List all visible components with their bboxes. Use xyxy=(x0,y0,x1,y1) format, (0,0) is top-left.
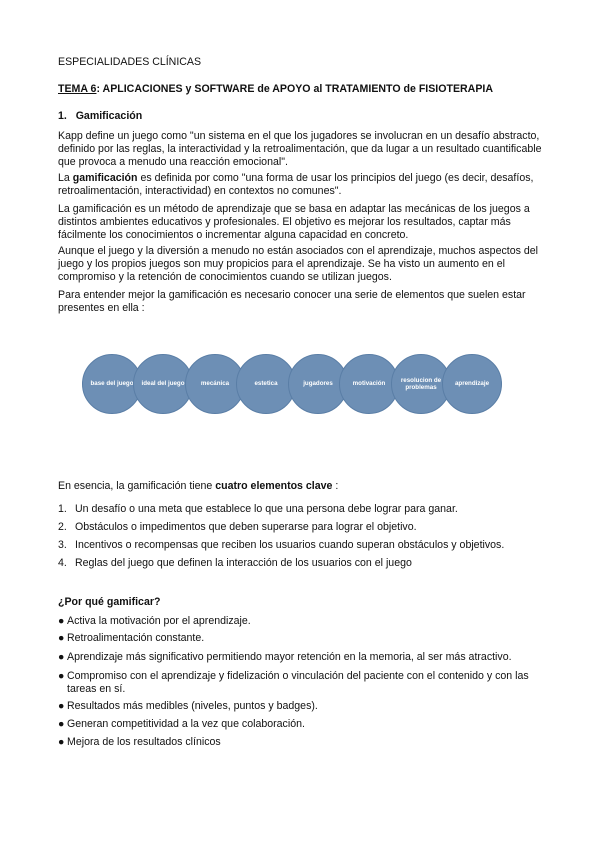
item-text: Un desafío o una meta que establece lo que una persona debe lograr para ganar. xyxy=(75,503,458,515)
bullet-icon: ● xyxy=(58,651,65,663)
key-elements-intro xyxy=(58,480,548,493)
section-title: Gamificación xyxy=(75,110,143,122)
paragraph-definition xyxy=(58,172,548,198)
bullet-text: Retroalimentación constante. xyxy=(67,632,205,644)
paragraph-method: La gamificación es un método de aprendizaje que se basa en adaptar las mecánicas de los juegos a distintos ambientes educativos y profesionales. El objetivo es mejorar los resultados, captar más fácilmente los conocimientos o incrementar alguna capacidad en concreto. xyxy=(58,203,530,241)
diagram-element: resolucion de problemas xyxy=(391,354,451,414)
item-number: 3. xyxy=(58,539,67,551)
bullet-text: Generan competitividad a la vez que colaboración. xyxy=(67,718,305,730)
bullet-text: Compromiso con el aprendizaje y fidelización o vinculación del paciente con el contenido y con las tareas en sí. xyxy=(67,670,529,695)
bullet-icon: ● xyxy=(58,736,65,748)
item-number: 4. xyxy=(58,557,67,569)
bullet-icon: ● xyxy=(58,718,65,730)
specialty-text: ESPECIALIDADES CLÍNICAS xyxy=(58,56,202,68)
bullet-icon: ● xyxy=(58,700,65,712)
item-text: Incentivos o recompensas que reciben los usuarios cuando superan obstáculos y objetivos. xyxy=(75,539,505,551)
tema-title: : APLICACIONES y SOFTWARE de APOYO al TRATAMIENTO de FISIOTERAPIA xyxy=(96,83,493,95)
bullet-icon: ● xyxy=(58,632,65,644)
paragraph-learning: Aunque el juego y la diversión a menudo no están asociados con el aprendizaje, muchos aspectos del juego y los propios juegos son muy propicios para el aprendizaje. Se ha visto un aumento en el compromiso y la retención de conocimientos cuando se utilizan juegos. xyxy=(58,245,538,283)
item-text: Reglas del juego que definen la interacción de los usuarios con el juego xyxy=(75,557,412,569)
item-text: Obstáculos o impedimentos que deben superarse para lograr el objetivo. xyxy=(75,521,417,533)
item-number: 2. xyxy=(58,521,67,533)
item-number: 1. xyxy=(58,503,67,515)
bullet-icon: ● xyxy=(58,670,65,682)
p2-pre: La xyxy=(58,172,73,184)
diagram-element: motivación xyxy=(339,354,399,414)
diagram-element: jugadores xyxy=(288,354,348,414)
bullet-icon: ● xyxy=(58,615,65,627)
paragraph-elements-intro: Para entender mejor la gamificación es necesario conocer una serie de elementos que suelen estar presentes en ella : xyxy=(58,289,526,314)
tema-heading xyxy=(58,83,548,96)
bullet-text: Resultados más medibles (niveles, puntos y badges). xyxy=(67,700,318,712)
p2-bold: gamificación xyxy=(72,172,138,184)
diagram-element: ideal del juego xyxy=(133,354,193,414)
intro-pre: En esencia, la gamificación tiene xyxy=(58,480,216,492)
intro-post: : xyxy=(332,480,339,492)
why-heading: ¿Por qué gamificar? xyxy=(58,596,161,608)
bullet-text: Aprendizaje más significativo permitiendo mayor retención en la memoria, al ser más atractivo. xyxy=(67,651,512,663)
specialty-heading xyxy=(58,56,548,69)
paragraph-kapp: Kapp define un juego como "un sistema en el que los jugadores se involucran en un desafío abstracto, definido por las reglas, la interactividad y la retroalimentación, que da lugar a un resultado cuantificable que provoca a menudo una reacción emocional". xyxy=(58,130,542,168)
diagram-element: estetica xyxy=(236,354,296,414)
intro-bold: cuatro elementos clave xyxy=(215,480,333,492)
diagram-element: base del juego xyxy=(82,354,142,414)
p2-post: es definida por como "una forma de usar los principios del juego (es decir, desafíos, retroalimentación, interactividad) en contextos no comunes". xyxy=(58,172,534,197)
tema-label: TEMA 6 xyxy=(58,83,97,95)
section-number: 1. xyxy=(58,110,67,122)
section-heading xyxy=(58,110,548,123)
gamification-elements-diagram xyxy=(82,354,502,416)
bullet-text: Activa la motivación por el aprendizaje. xyxy=(67,615,251,627)
bullet-text: Mejora de los resultados clínicos xyxy=(67,736,221,748)
diagram-element: mecánica xyxy=(185,354,245,414)
diagram-element: aprendizaje xyxy=(442,354,502,414)
